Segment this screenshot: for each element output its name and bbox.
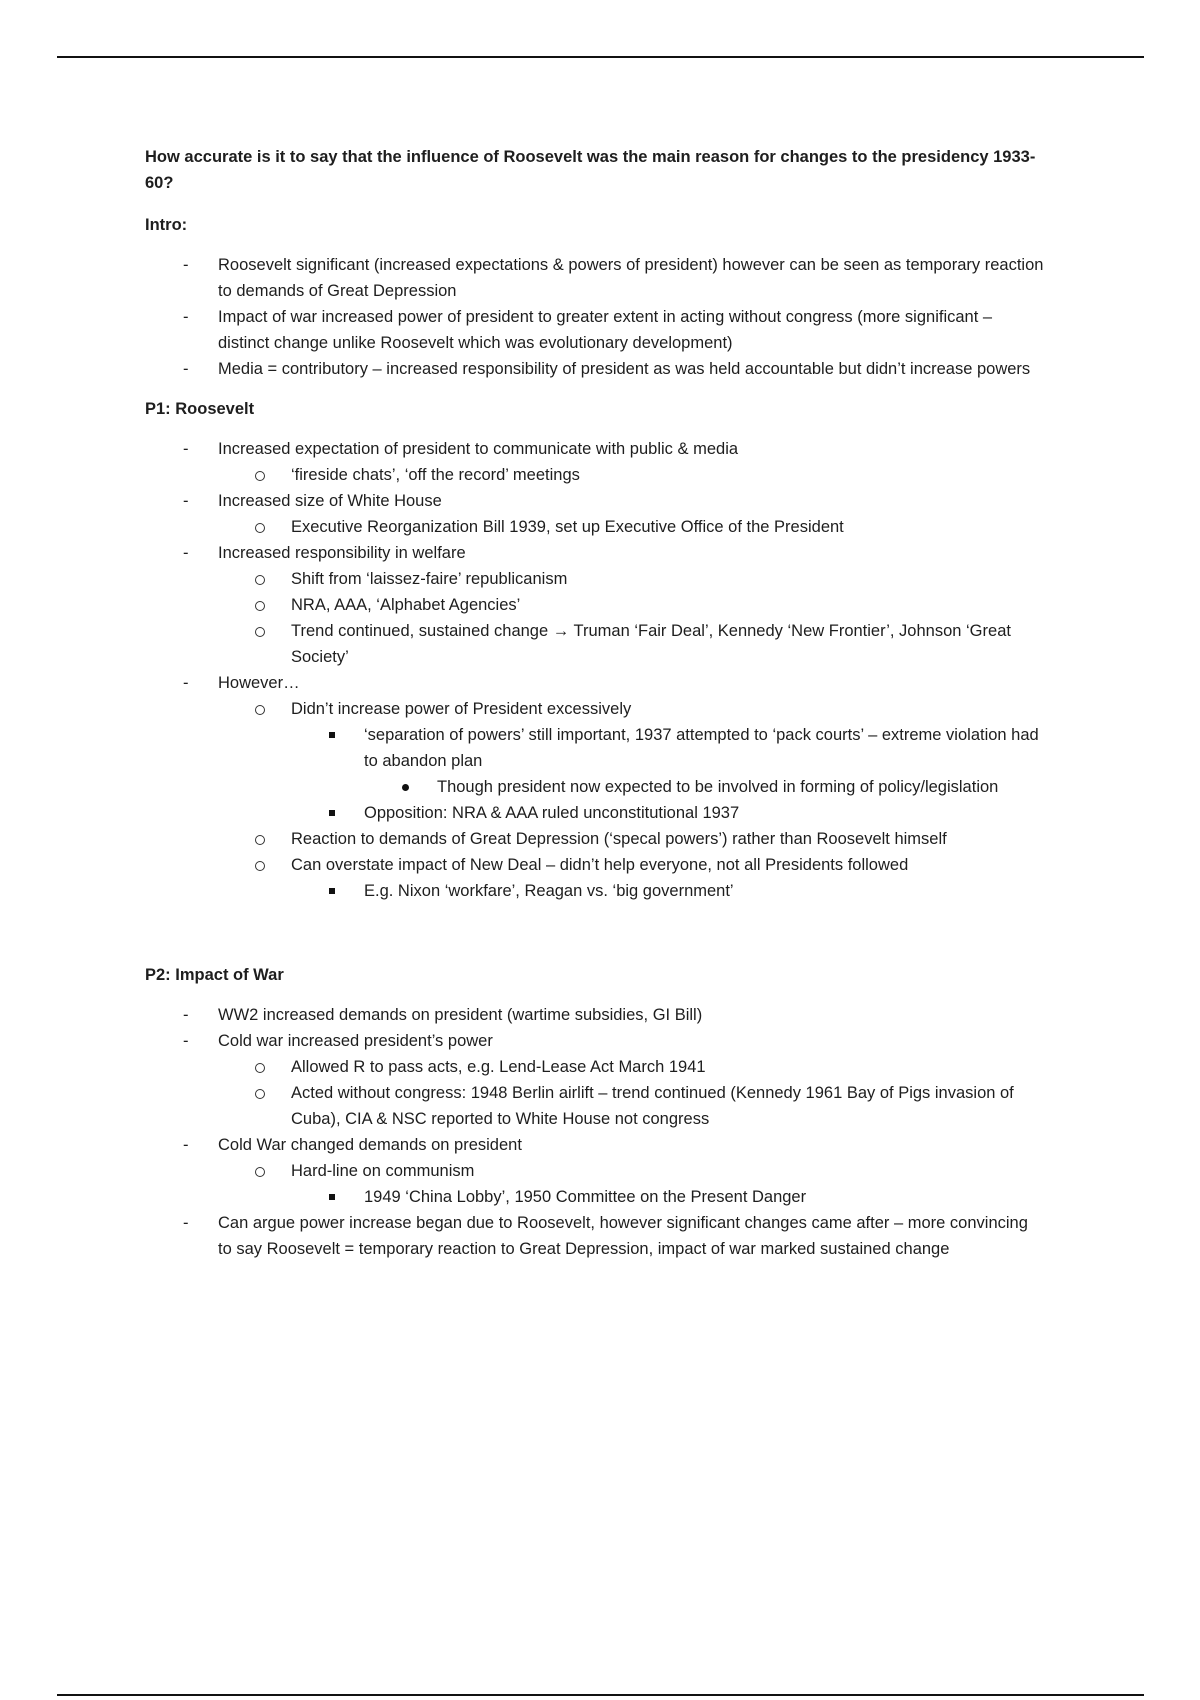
bottom-rule: [57, 1694, 1144, 1696]
list-item: Can overstate impact of New Deal – didn’t help everyone, not all Presidents followed E.g. Nixon ‘workfare’, Reagan vs. ‘big government’: [218, 852, 1045, 904]
circle-bullet-icon: [255, 1167, 265, 1177]
circle-bullet-icon: [255, 627, 265, 637]
dash-bullet-icon: -: [183, 360, 189, 378]
list-item: Acted without congress: 1948 Berlin airlift – trend continued (Kennedy 1961 Bay of Pigs invasion of Cuba), CIA & NSC reported to White House not congress: [218, 1080, 1045, 1132]
list-item: Shift from ‘laissez-faire’ republicanism: [218, 566, 1045, 592]
list-item: ‘separation of powers’ still important, 1937 attempted to ‘pack courts’ – extreme violation had to abandon plan Though president now expected to be involved in forming of policy/legislation: [291, 722, 1045, 800]
square-bullet-icon: [329, 888, 335, 894]
list-item: - Increased expectation of president to communicate with public & media ‘fireside chats’, ‘off the record’ meetings: [145, 436, 1045, 488]
list-item: Though president now expected to be involved in forming of policy/legislation: [364, 774, 1045, 800]
intro-heading: Intro:: [145, 216, 188, 234]
dash-bullet-icon: -: [183, 674, 189, 692]
circle-bullet-icon: [255, 575, 265, 585]
square-bullet-icon: [329, 732, 335, 738]
circle-bullet-icon: [255, 1063, 265, 1073]
circle-bullet-icon: [255, 835, 265, 845]
intro-list: [145, 252, 1045, 382]
list-item: Executive Reorganization Bill 1939, set up Executive Office of the President: [218, 514, 1045, 540]
dash-bullet-icon: -: [183, 308, 189, 326]
dash-bullet-icon: -: [183, 1006, 189, 1024]
list-item: - However… Didn’t increase power of President excessively ‘separation of powers’ still important, 1937 attempted to ‘pack courts’ – extreme violation had to abandon plan Though president now expected to be involved in forming of policy/legislation Opposition: NRA & AAA ruled unconstitutional 1937 Reaction to demands of Great Depression (‘specal powers’) rather than Roosevelt himself Can overstate impact of New Deal – didn’t help everyone, not all Presidents followed E.g. Nixon ‘workfare’, Reagan vs. ‘big government’: [145, 670, 1045, 904]
circle-bullet-icon: [255, 523, 265, 533]
list-item: Didn’t increase power of President excessively ‘separation of powers’ still important, 1937 attempted to ‘pack courts’ – extreme violation had to abandon plan Though president now expected to be involved in forming of policy/legislation Opposition: NRA & AAA ruled unconstitutional 1937: [218, 696, 1045, 826]
square-bullet-icon: [329, 810, 335, 816]
list-item: Reaction to demands of Great Depression (‘specal powers’) rather than Roosevelt himself: [218, 826, 1045, 852]
list-item: - Roosevelt significant (increased expectations & powers of president) however can be seen as temporary reaction to demands of Great Depression: [145, 252, 1045, 304]
list-item: Opposition: NRA & AAA ruled unconstitutional 1937: [291, 800, 1045, 826]
list-item: Trend continued, sustained change → Truman ‘Fair Deal’, Kennedy ‘New Frontier’, Johnson ‘Great Society’: [218, 618, 1045, 670]
dot-bullet-icon: [402, 784, 409, 791]
circle-bullet-icon: [255, 705, 265, 715]
list-item: - Can argue power increase began due to Roosevelt, however significant changes came after – more convincing to say Roosevelt = temporary reaction to Great Depression, impact of war marked sustained change: [145, 1210, 1045, 1262]
dash-bullet-icon: -: [183, 492, 189, 510]
dash-bullet-icon: -: [183, 256, 189, 274]
p2-list: [145, 1002, 1045, 1262]
circle-bullet-icon: [255, 471, 265, 481]
list-item: 1949 ‘China Lobby’, 1950 Committee on the Present Danger: [291, 1184, 1045, 1210]
circle-bullet-icon: [255, 861, 265, 871]
p1-list: [145, 436, 1045, 904]
list-item: NRA, AAA, ‘Alphabet Agencies’: [218, 592, 1045, 618]
dash-bullet-icon: -: [183, 440, 189, 458]
document-body: [145, 144, 1045, 1276]
dash-bullet-icon: -: [183, 1136, 189, 1154]
top-rule: [57, 56, 1144, 58]
list-item: - Impact of war increased power of president to greater extent in acting without congress (more significant – distinct change unlike Roosevelt which was evolutionary development): [145, 304, 1045, 356]
circle-bullet-icon: [255, 601, 265, 611]
list-item: - Cold War changed demands on president Hard-line on communism 1949 ‘China Lobby’, 1950 Committee on the Present Danger: [145, 1132, 1045, 1210]
list-item: - Increased size of White House Executive Reorganization Bill 1939, set up Executive Office of the President: [145, 488, 1045, 540]
dash-bullet-icon: -: [183, 544, 189, 562]
list-item: Hard-line on communism 1949 ‘China Lobby’, 1950 Committee on the Present Danger: [218, 1158, 1045, 1210]
square-bullet-icon: [329, 1194, 335, 1200]
list-item: - Cold war increased president’s power Allowed R to pass acts, e.g. Lend-Lease Act March 1941 Acted without congress: 1948 Berlin airlift – trend continued (Kennedy 1961 Bay of Pigs invasion of Cuba), CIA & NSC reported to White House not congress: [145, 1028, 1045, 1132]
dash-bullet-icon: -: [183, 1214, 189, 1232]
dash-bullet-icon: -: [183, 1032, 189, 1050]
list-item: E.g. Nixon ‘workfare’, Reagan vs. ‘big government’: [291, 878, 1045, 904]
circle-bullet-icon: [255, 1089, 265, 1099]
list-item: Allowed R to pass acts, e.g. Lend-Lease Act March 1941: [218, 1054, 1045, 1080]
list-item: - Media = contributory – increased responsibility of president as was held accountable but didn’t increase powers: [145, 356, 1045, 382]
list-item: ‘fireside chats’, ‘off the record’ meetings: [218, 462, 1045, 488]
list-item: - WW2 increased demands on president (wartime subsidies, GI Bill): [145, 1002, 1045, 1028]
p2-heading: P2: Impact of War: [145, 966, 284, 984]
essay-question: How accurate is it to say that the influence of Roosevelt was the main reason for changes to the presidency 1933-60?: [145, 148, 1036, 192]
list-item: - Increased responsibility in welfare Shift from ‘laissez-faire’ republicanism NRA, AAA, ‘Alphabet Agencies’ Trend continued, sustained change → Truman ‘Fair Deal’, Kennedy ‘New Frontier’, Johnson ‘Great Society’: [145, 540, 1045, 670]
p1-heading: P1: Roosevelt: [145, 400, 255, 418]
